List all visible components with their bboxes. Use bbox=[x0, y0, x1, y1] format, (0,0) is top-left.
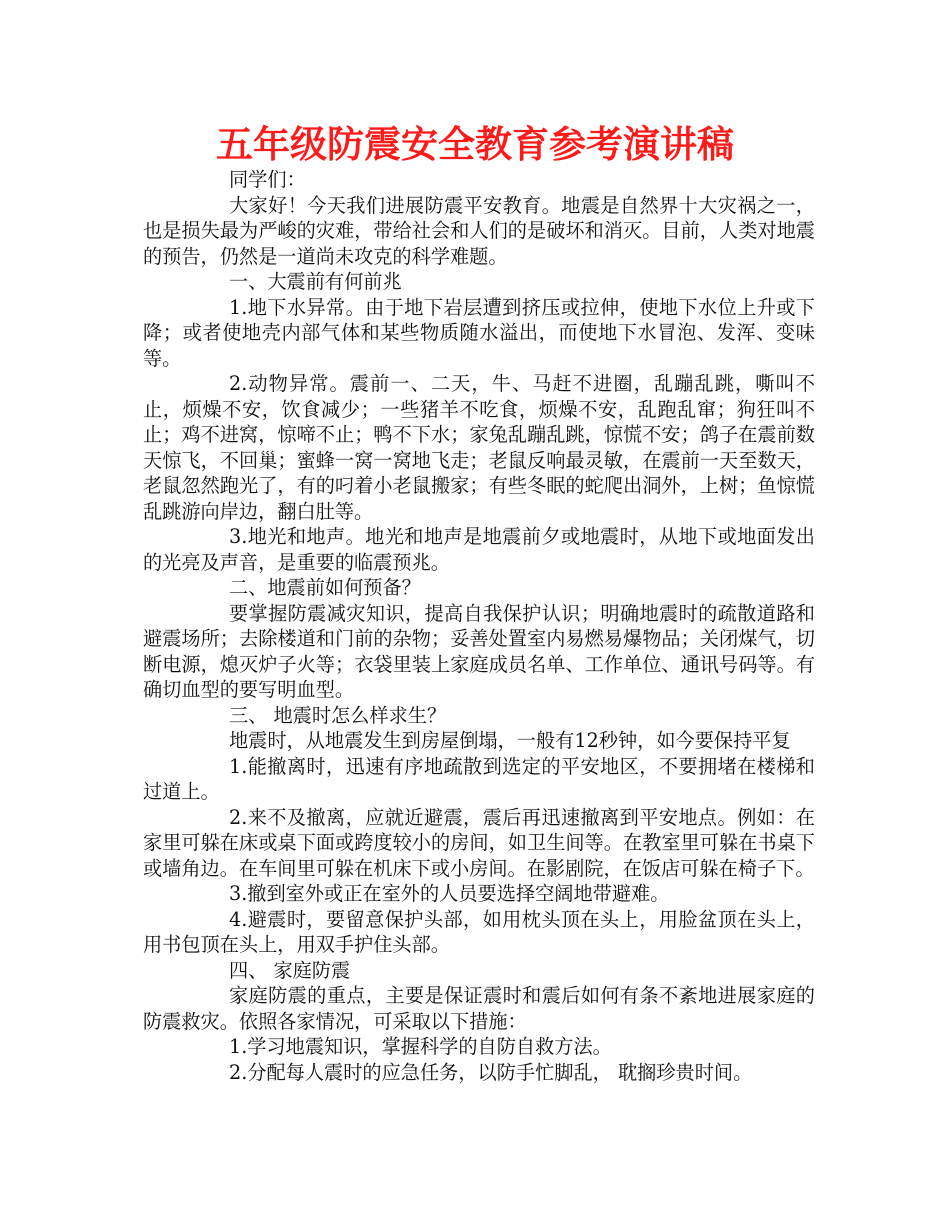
preparation-paragraph: 要掌握防震减灾知识，提高自我保护认识；明确地震时的疏散道路和避震场所；去除楼道和门前的杂物；妥善处置室内易燃易爆物品；关闭煤气，切断电源，熄灭炉子火等；衣袋里装上家庭成员名单、工作单位、通讯号码等。有确切血型的要写明血型。 bbox=[143, 601, 815, 701]
list-item-learn-knowledge: 1.学习地震知识，掌握科学的自防自救方法。 bbox=[229, 1035, 612, 1058]
survival-intro-paragraph: 地震时，从地震发生到房屋倒塌，一般有12秒钟，如今要保持平复 bbox=[229, 729, 791, 752]
greeting: 同学们： bbox=[229, 168, 306, 191]
list-item-light-sound: 3.地光和地声。地光和地声是地震前夕或地震时，从地下或地面发出的光亮及声音，是重要的临震预兆。 bbox=[143, 525, 815, 574]
list-item-shelter-nearby: 2.来不及撤离，应就近避震，震后再迅速撤离到平安地点。例如：在家里可躲在床或桌下面或跨度较小的房间，如卫生间等。在教室里可躲在书桌下或墙角边。在车间里可躲在机床下或小房间。在影剧院，在饭店可躲在椅子下。 bbox=[143, 805, 815, 880]
section-heading-2: 二、地震前如何预备？ bbox=[229, 576, 421, 599]
section-heading-3: 三、 地震时怎么样求生？ bbox=[229, 703, 447, 727]
section-heading-4: 四、 家庭防震 bbox=[229, 958, 351, 982]
document-body bbox=[143, 167, 815, 1085]
list-item-outdoors: 3.撤到室外或正在室外的人员要选择空阔地带避难。 bbox=[229, 882, 670, 905]
list-item-evacuate: 1.能撤离时，迅速有序地疏散到选定的平安地区，不要拥堵在楼梯和过道上。 bbox=[143, 754, 815, 803]
family-intro-paragraph: 家庭防震的重点，主要是保证震时和震后如何有条不紊地进展家庭的防震救灾。依照各家情况，可采取以下措施： bbox=[143, 984, 815, 1033]
list-item-groundwater: 1.地下水异常。由于地下岩层遭到挤压或拉伸，使地下水位上升或下降；或者使地壳内部气体和某些物质随水溢出，而使地下水冒泡、发浑、变味等。 bbox=[143, 295, 815, 370]
section-heading-1: 一、大震前有何前兆 bbox=[229, 270, 402, 293]
list-item-animals: 2.动物异常。震前一、二天，牛、马赶不进圈，乱蹦乱跳，嘶叫不止，烦燥不安，饮食减少；一些猪羊不吃食，烦燥不安，乱跑乱窜；狗狂叫不止；鸡不进窝，惊啼不止；鸭不下水；家兔乱蹦乱跳，惊慌不安；鸽子在震前数天惊飞，不回巢；蜜蜂一窝一窝地飞走；老鼠反响最灵敏，在震前一天至数天，老鼠忽然跑光了，有的叼着小老鼠搬家；有些冬眠的蛇爬出洞外，上树；鱼惊慌乱跳游向岸边，翻白肚等。 bbox=[143, 372, 815, 523]
list-item-assign-tasks: 2.分配每人震时的应急任务，以防手忙脚乱， 耽搁珍贵时间。 bbox=[229, 1060, 753, 1084]
list-item-protect-head: 4.避震时，要留意保护头部，如用枕头顶在头上，用脸盆顶在头上，用书包顶在头上，用双手护住头部。 bbox=[143, 907, 815, 956]
document-title: 五年级防震安全教育参考演讲稿 bbox=[216, 123, 734, 166]
intro-paragraph: 大家好！今天我们进展防震平安教育。地震是自然界十大灾祸之一，也是损失最为严峻的灾难，带给社会和人们的是破坏和消灭。目前，人类对地震的预告，仍然是一道尚未攻克的科学难题。 bbox=[143, 193, 815, 268]
